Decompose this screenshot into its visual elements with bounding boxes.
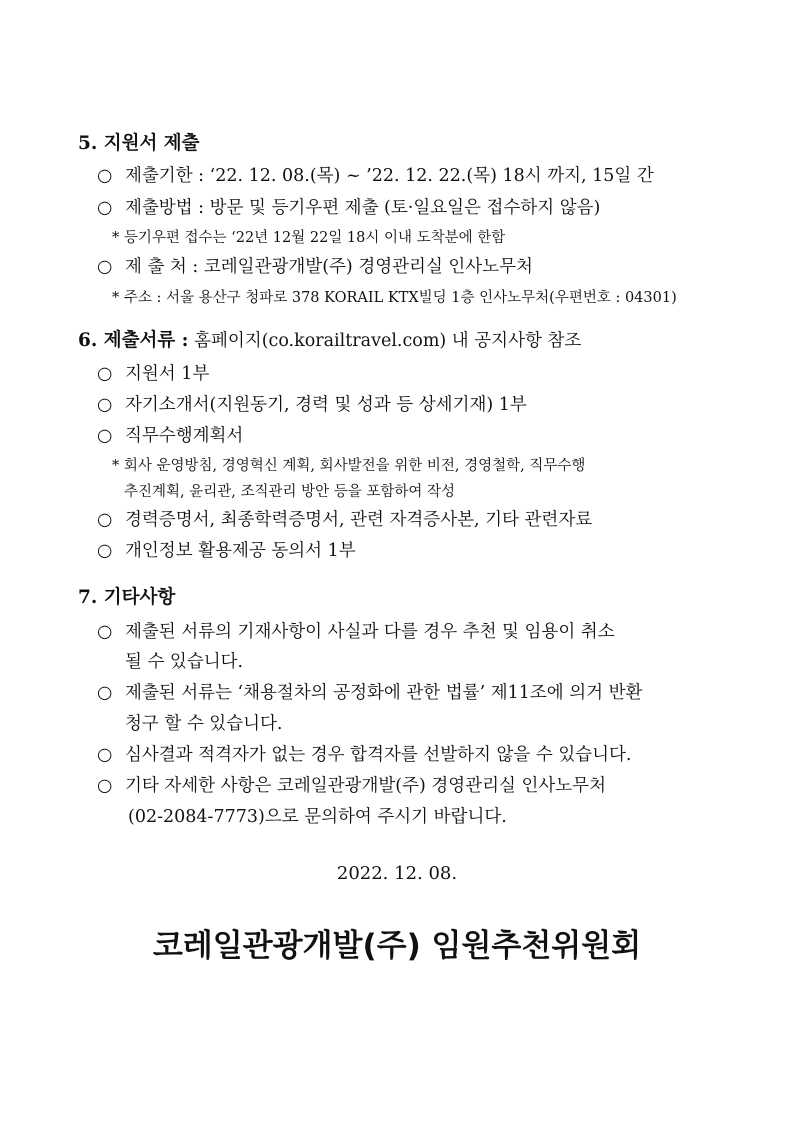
section-6-heading xyxy=(78,329,581,353)
sec6-item-self-intro-text: 자기소개서(지원동기, 경력 및 성과 등 상세기재) 1부 xyxy=(125,395,527,415)
sec6-item-application-text: 지원서 1부 xyxy=(125,364,210,384)
sec7-item-false-info-line2: 될 수 있습니다. xyxy=(125,652,244,672)
sec6-note-plan-line1: * 회사 운영방침, 경영혁신 계획, 회사발전을 위한 비전, 경영철학, 직무수행 xyxy=(112,458,586,474)
document-date: 2022. 12. 08. xyxy=(336,863,458,884)
sec7-item-no-candidate xyxy=(97,743,632,767)
sec5-note-mail: * 등기우편 접수는 ‘22년 12월 22일 18시 이내 도착분에 한함 xyxy=(112,230,506,246)
sec7-item-false-info-line1 xyxy=(97,620,615,644)
sec5-item-deadline-text: 제출기한 : ‘22. 12. 08.(목) ~ ’22. 12. 22.(목) 18시 까지, 15일 간 xyxy=(125,166,654,186)
section-6-heading-ref: 홈페이지(co.korailtravel.com) 내 공지사항 참조 xyxy=(188,331,582,351)
sec6-item-privacy-text: 개인정보 활용제공 동의서 1부 xyxy=(125,541,356,561)
bullet-circle-icon: ○ xyxy=(97,426,113,446)
bullet-circle-icon: ○ xyxy=(97,198,113,218)
bullet-circle-icon: ○ xyxy=(97,395,113,415)
bullet-circle-icon: ○ xyxy=(97,622,113,642)
sec5-item-method xyxy=(97,196,600,220)
sec5-item-deadline xyxy=(97,164,654,188)
sec6-item-privacy xyxy=(97,539,356,563)
sec5-item-destination xyxy=(97,255,533,279)
organization-name: 코레일관광개발(주) 임원추천위원회 xyxy=(152,928,642,964)
sec6-item-self-intro xyxy=(97,393,527,417)
sec6-item-certificates-text: 경력증명서, 최종학력증명서, 관련 자격증사본, 기타 관련자료 xyxy=(125,510,593,530)
sec6-item-job-plan xyxy=(97,424,243,448)
sec7-item-return-line2: 청구 할 수 있습니다. xyxy=(125,714,283,734)
bullet-circle-icon: ○ xyxy=(97,776,113,796)
bullet-circle-icon: ○ xyxy=(97,257,113,277)
section-7-heading: 7. 기타사항 xyxy=(78,587,176,608)
bullet-circle-icon: ○ xyxy=(97,166,113,186)
section-5-heading: 5. 지원서 제출 xyxy=(78,133,200,154)
section-6-heading-label: 6. 제출서류 : xyxy=(78,330,189,351)
sec5-note-address: * 주소 : 서울 용산구 청파로 378 KORAIL KTX빌딩 1층 인사노무처(우편번호 : 04301) xyxy=(112,290,677,306)
sec7-item-return-text: 제출된 서류는 ‘채용절차의 공정화에 관한 법률’ 제11조에 의거 반환 xyxy=(125,683,643,703)
sec7-item-contact-line1 xyxy=(97,774,606,798)
bullet-circle-icon: ○ xyxy=(97,510,113,530)
bullet-circle-icon: ○ xyxy=(97,364,113,384)
sec5-item-destination-text: 제 출 처 : 코레일관광개발(주) 경영관리실 인사노무처 xyxy=(125,257,533,277)
bullet-circle-icon: ○ xyxy=(97,541,113,561)
sec7-item-return-line1 xyxy=(97,681,642,705)
sec7-item-contact-text: 기타 자세한 사항은 코레일관광개발(주) 경영관리실 인사노무처 xyxy=(125,776,606,796)
sec6-note-plan-line2: 추진계획, 윤리관, 조직관리 방안 등을 포함하여 작성 xyxy=(124,484,456,500)
sec5-item-method-text: 제출방법 : 방문 및 등기우편 제출 (토·일요일은 접수하지 않음) xyxy=(125,198,601,218)
sec6-item-certificates xyxy=(97,508,592,532)
sec7-item-no-candidate-text: 심사결과 적격자가 없는 경우 합격자를 선발하지 않을 수 있습니다. xyxy=(125,745,632,765)
bullet-circle-icon: ○ xyxy=(97,745,113,765)
sec7-item-contact-line2: (02-2084-7773)으로 문의하여 주시기 바랍니다. xyxy=(128,807,507,827)
sec6-item-job-plan-text: 직무수행계획서 xyxy=(125,426,244,446)
bullet-circle-icon: ○ xyxy=(97,683,113,703)
sec7-item-false-info-text: 제출된 서류의 기재사항이 사실과 다를 경우 추천 및 임용이 취소 xyxy=(125,622,615,642)
sec6-item-application xyxy=(97,362,209,386)
